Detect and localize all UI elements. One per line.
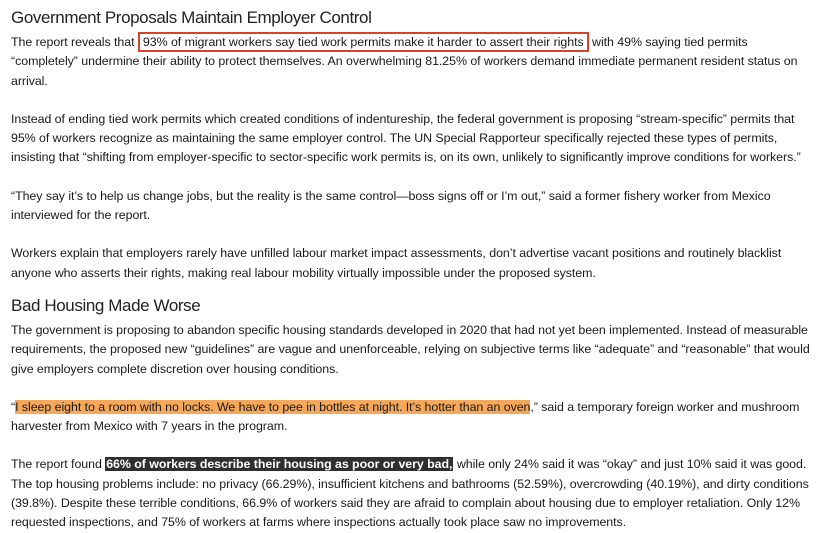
section-heading-employer-control: Government Proposals Maintain Employer Control — [11, 8, 372, 27]
paragraph-housing-standards: The government is proposing to abandon specific housing standards developed in 2020 that had not yet been implemented. Instead of measurable requirements, the proposed new “guidelines” are vague and unenforceable, relying on subjective terms like “adequate” and “reasonable” that would give employers complete discretion over housing conditions. — [11, 322, 810, 376]
paragraph-text: with 49% saying tied permits “completely” undermine their ability to protect themselves. An overwhelming 81.25% of workers demand immediate permanent resident status on arrival. — [11, 35, 798, 88]
paragraph-housing-report — [11, 455, 816, 532]
highlighted-statistic: 66% of workers describe their housing as poor or very bad, — [106, 457, 453, 472]
boxed-statistic: 93% of migrant workers say tied work permits make it harder to assert their rights — [138, 32, 589, 52]
paragraph-text: “ — [11, 399, 16, 414]
paragraph-text: ,” said a temporary foreign worker and mushroom harvester from Mexico with 7 years in the program. — [11, 399, 800, 434]
paragraph-labour-mobility: Workers explain that employers rarely have unfilled labour market impact assessments, don’t advertise vacant positions and routinely blacklist anyone who asserts their rights, making real labour mobility virtually impossible under the proposed system. — [11, 246, 782, 280]
paragraph-tied-permits — [11, 33, 816, 91]
paragraph-harvester-quote — [11, 398, 816, 437]
section-heading-bad-housing: Bad Housing Made Worse — [11, 295, 201, 315]
paragraph-fishery-quote: “They say it’s to help us change jobs, but the reality is the same control—boss signs off or I’m out,” said a former fishery worker from Mexico interviewed for the report. — [11, 188, 771, 223]
paragraph-text: while only 24% said it was “okay” and just 10% said it was good. The top housing problems include: no privacy (66.29%), insufficient kitchens and bathrooms (52.59%), overcrowding (40.19%), and dirty conditions (39.8%). Despite these terrible conditions, 66.9% of workers said they are afraid to complain about housing due to employer retaliation. Only 12% requested inspections, and 75% of workers at farms where inspections actually took place saw no improvements. — [11, 457, 809, 530]
highlighted-quote: I sleep eight to a room with no locks. We have to pee in bottles at night. It’s hotter than an oven — [15, 399, 531, 414]
paragraph-text: The report found — [11, 457, 106, 472]
paragraph-stream-specific: Instead of ending tied work permits which created conditions of indentureship, the federal government is proposing “stream-specific” permits that 95% of workers recognize as maintaining the same employer control. The UN Special Rapporteur specifically rejected these types of permits, insisting that “shifting from employer-specific to sector-specific work permits is, on its own, unlikely to significantly improve conditions for workers.” — [11, 111, 801, 165]
paragraph-text: The report reveals that — [11, 35, 138, 49]
